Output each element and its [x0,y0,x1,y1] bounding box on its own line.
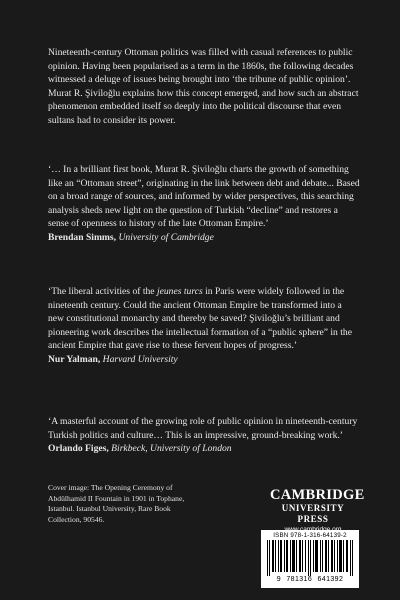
barcode-digit-group: 641392 [317,576,344,583]
barcode-digit-group: 9 [276,576,282,583]
reviewer-name: Brendan Simms [48,231,114,243]
publisher-subtitle: UNIVERSITY PRESS [281,503,345,524]
barcode-box [261,530,359,588]
review-text-italic: jeunes turcs [156,286,203,297]
review-quote-3 [48,415,360,456]
reviewer-affiliation: Birkbeck, University of London [111,443,232,454]
review-quote-1 [48,163,360,244]
reviewer-name: Orlando Figes [48,443,107,454]
reviewer-name: Nur Yalman [48,353,98,365]
review-text-part: ‘The liberal activities of the [48,286,157,297]
barcode-digits [261,576,359,583]
publisher-name: CAMBRIDGE [270,487,365,503]
review-text: ‘… In a brilliant first book, Murat R. Şiviloğlu charts the growth of something like an “Ottoman street”, originating in the link between debt and debate... Based on a broad range of sources, and informed by wider perspectives, this searching analysis sheds new light on the question of Turkish “decline” and restores a sense of openness to history of the late Ottoman Empire.’ [48,164,360,229]
barcode-icon [265,540,355,576]
review-attribution: Brendan Simms, University of Cambridge [48,231,214,243]
review-quote-2 [48,285,360,366]
review-text: ‘A masterful account of the growing role of public opinion in nineteenth-century Turkish politics and culture… This is an impressive, ground-breaking work.’ [48,416,358,441]
reviewer-affiliation: Harvard University [102,353,178,365]
review-attribution: Orlando Figes, Birkbeck, University of London [48,443,232,454]
description-text: Nineteenth-century Ottoman politics was filled with casual references to public opinion. Having been popularised as a term in the 1860s, the following decades witnessed a deluge of issues being brought into ‘the tribune of public opinion’. Murat R. Şiviloğlu explains how this concept emerged, and how such an abstract phenomenon embedded itself so deeply into the political discourse that even sultans had to consider its power. [48,47,359,126]
isbn-label: ISBN 978-1-316-64139-2 [273,532,347,539]
review-text [48,285,360,353]
publisher-logo [270,487,365,534]
cover-image-credit: Cover image: The Opening Ceremony of Abdülhamid II Fountain in 1901 in Tophane, Istanbul. Istanbul University, Rare Book Collection, 90546. [48,483,185,524]
book-description [48,46,360,127]
review-text-part: in Paris were widely followed in the nineteenth century. Could the ancient Ottoman Empire be transformed into a new constitutional monarchy and thereby be saved? Şiviloğlu’s brilliant and pioneering work describes the intellectual formation of a “public sphere” in the ancient Empire that gave rise to these fervent hopes of progress.’ [48,286,352,351]
reviewer-affiliation: University of Cambridge [118,231,214,243]
review-attribution: Nur Yalman, Harvard University [48,353,178,365]
barcode-digit-group: 781316 [286,576,313,583]
